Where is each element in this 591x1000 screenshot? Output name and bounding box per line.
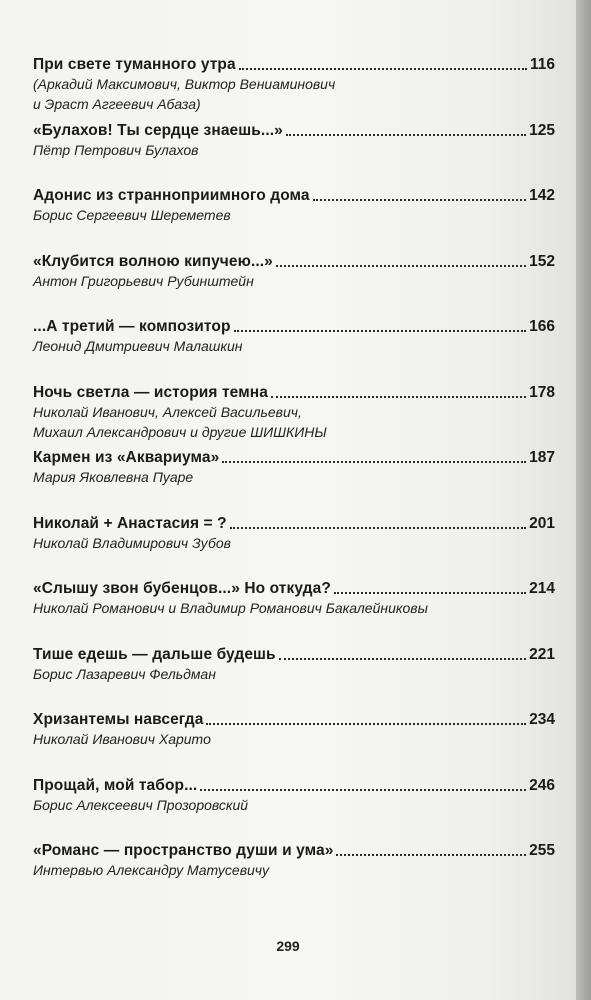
toc-entry bbox=[33, 118, 555, 184]
toc-entry bbox=[33, 773, 555, 839]
toc-entry-row bbox=[33, 445, 555, 467]
toc-entry-page-number: 178 bbox=[529, 383, 555, 401]
toc-entry-page-number: 201 bbox=[529, 514, 555, 532]
toc-entry bbox=[33, 642, 555, 708]
toc-entry-author: Пётр Петрович Булахов bbox=[33, 141, 199, 158]
toc-entry-author: Николай Романович и Владимир Романович Бакалейниковы bbox=[33, 600, 428, 616]
toc-entry bbox=[33, 707, 555, 773]
toc-entry-page-number: 246 bbox=[529, 776, 555, 794]
toc-entry-page-number: 116 bbox=[529, 56, 555, 73]
toc-entry-page-number: 234 bbox=[529, 711, 555, 728]
toc-entry-title: Хризантемы навсегда bbox=[33, 711, 204, 728]
dot-leader bbox=[276, 265, 526, 267]
toc-entry-row bbox=[33, 707, 555, 729]
toc-entry-page-number: 221 bbox=[529, 645, 555, 663]
toc-entry-page-number: 152 bbox=[529, 252, 555, 270]
toc-entry-author: Николай Иванович Харито bbox=[33, 731, 211, 747]
toc-entry-row bbox=[33, 314, 555, 336]
toc-entry-title: ...А третий — композитор bbox=[33, 318, 231, 335]
toc-entry-page-number: 214 bbox=[529, 580, 555, 597]
toc-entry-author: Мария Яковлевна Пуаре bbox=[33, 469, 194, 485]
toc-entry-row bbox=[33, 118, 555, 140]
dot-leader bbox=[271, 396, 526, 398]
dot-leader bbox=[286, 134, 526, 136]
toc-entry-row bbox=[33, 52, 555, 74]
toc-entry-title: «Романс — пространство души и ума» bbox=[33, 842, 334, 859]
toc-entry-row bbox=[33, 380, 555, 402]
dot-leader bbox=[230, 527, 526, 529]
dot-leader bbox=[313, 199, 526, 201]
toc-entry-author: Леонид Дмитриевич Малашкин bbox=[33, 338, 243, 354]
toc-entry-author: Михаил Александрович и другие ШИШКИНЫ bbox=[33, 423, 327, 440]
toc-entry-title: «Клубится волною кипучею...» bbox=[33, 252, 273, 270]
toc-entry-title: Прощай, мой табор... bbox=[33, 776, 198, 794]
toc-entry-row bbox=[33, 642, 555, 664]
dot-leader bbox=[239, 68, 527, 70]
dot-leader bbox=[334, 592, 526, 594]
toc-entry-author: Борис Сергеевич Шереметев bbox=[33, 207, 231, 223]
toc-entry-page-number: 166 bbox=[529, 318, 555, 335]
table-of-contents bbox=[33, 52, 555, 904]
toc-entry-title: «Булахов! Ты сердце знаешь...» bbox=[33, 121, 283, 139]
dot-leader bbox=[279, 658, 526, 660]
toc-entry bbox=[33, 314, 555, 380]
toc-entry bbox=[33, 445, 555, 511]
toc-entry-author: Борис Лазаревич Фельдман bbox=[33, 665, 216, 682]
dot-leader bbox=[200, 789, 526, 791]
page-edge bbox=[576, 0, 591, 1000]
toc-entry-title: «Слышу звон бубенцов...» Но откуда? bbox=[33, 580, 331, 597]
toc-entry-title: При свете туманного утра bbox=[33, 56, 236, 73]
toc-entry bbox=[33, 576, 555, 642]
toc-entry-author: Николай Иванович, Алексей Васильевич, bbox=[33, 403, 302, 420]
toc-entry-title: Николай + Анастасия = ? bbox=[33, 514, 227, 532]
toc-entry-author: (Аркадий Максимович, Виктор Вениаминович bbox=[33, 76, 336, 92]
toc-entry-author: Николай Владимирович Зубов bbox=[33, 534, 231, 551]
toc-entry-title: Адонис из странноприимного дома bbox=[33, 187, 310, 204]
toc-entry bbox=[33, 52, 555, 118]
toc-entry-row bbox=[33, 838, 555, 860]
toc-entry-page-number: 125 bbox=[529, 121, 555, 139]
toc-entry-author: Антон Григорьевич Рубинштейн bbox=[33, 272, 254, 289]
toc-entry bbox=[33, 183, 555, 249]
toc-entry-row bbox=[33, 576, 555, 598]
dot-leader bbox=[234, 330, 527, 332]
toc-entry bbox=[33, 249, 555, 315]
toc-entry bbox=[33, 838, 555, 904]
dot-leader bbox=[222, 461, 526, 463]
toc-entry-row bbox=[33, 511, 555, 533]
toc-entry-row bbox=[33, 249, 555, 271]
toc-entry bbox=[33, 380, 555, 446]
toc-entry bbox=[33, 511, 555, 577]
toc-entry-title: Тише едешь — дальше будешь bbox=[33, 645, 276, 663]
dot-leader bbox=[206, 723, 526, 725]
toc-entry-author: и Эраст Аггеевич Абаза) bbox=[33, 96, 201, 112]
toc-entry-page-number: 142 bbox=[529, 187, 555, 204]
toc-entry-page-number: 187 bbox=[529, 449, 555, 466]
dot-leader bbox=[336, 854, 526, 856]
toc-entry-page-number: 255 bbox=[529, 842, 555, 859]
page-number: 299 bbox=[276, 938, 300, 954]
toc-entry-title: Кармен из «Аквариума» bbox=[33, 449, 220, 466]
toc-entry-author: Интервью Александру Матусевичу bbox=[33, 862, 270, 878]
toc-entry-row bbox=[33, 773, 555, 795]
toc-entry-author: Борис Алексеевич Прозоровский bbox=[33, 796, 249, 813]
toc-entry-row bbox=[33, 183, 555, 205]
toc-entry-title: Ночь светла — история темна bbox=[33, 383, 268, 401]
